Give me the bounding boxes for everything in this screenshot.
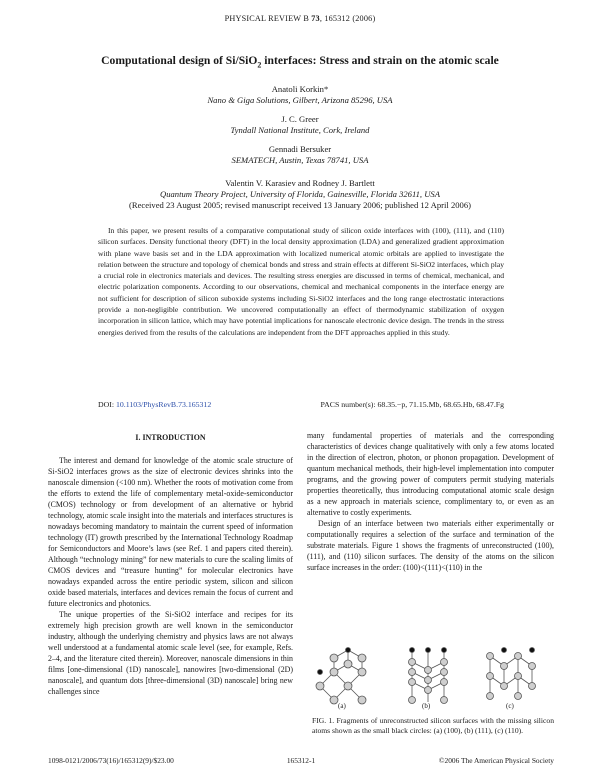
author-name: J. C. Greer — [281, 114, 319, 124]
section-heading: I. INTRODUCTION — [135, 433, 206, 442]
article-number: 165312 (2006) — [324, 14, 376, 23]
paragraph: many fundamental properties of materials and the corresponding characteristics of devices change qualitatively with only a few atoms located in the direction of electron, photon, or phonon propagation. Development of quantum mechanical methods, their high-level implementation into computer programs, and the growing power of computers permit studying materials properties theoretically, thus introducing computational atomic scale design as a new approach in materials science, complimentary to, or even as an alternative to costly experiments. — [307, 431, 554, 518]
received-dates: (Received 23 August 2005; revised manuscript received 13 January 2006; published 12 April 2006) — [128, 200, 471, 210]
author-name: Gennadi Bersuker — [268, 144, 332, 154]
panel-b-structure — [409, 648, 448, 704]
author-block-1 — [40, 84, 560, 106]
author-affiliation: SEMATECH, Austin, Texas 78741, USA — [231, 155, 369, 165]
journal-name: PHYSICAL REVIEW B — [224, 14, 309, 23]
journal-volume: 73 — [311, 14, 320, 23]
panel-c-structure — [487, 648, 536, 700]
author-affiliation: Tyndall National Institute, Cork, Ireland — [230, 125, 370, 135]
author-block-4 — [40, 178, 560, 211]
author-block-3 — [40, 144, 560, 166]
doi-link[interactable]: 10.1103/PhysRevB.73.165312 — [115, 400, 212, 409]
author-name: Valentin V. Karasiev and Rodney J. Bartlett — [225, 178, 375, 188]
page-number: 165312-1 — [286, 756, 316, 765]
author-name: Anatoli Korkin* — [271, 84, 329, 94]
author-block-2 — [40, 114, 560, 136]
panel-a-structure — [316, 648, 366, 705]
author-affiliation: Quantum Theory Project, University of Florida, Gainesville, Florida 32611, USA — [160, 189, 440, 199]
figure-caption: FIG. 1. Fragments of unreconstructed silicon surfaces with the missing silicon atoms shown as the small black circles: (a) (100), (b) (111), (c) (110). — [312, 716, 554, 736]
copyright: ©2006 The American Physical Society — [438, 756, 554, 765]
figure-1-silicon-surfaces — [312, 642, 552, 710]
footer-code: 1098-0121/2006/73(16)/165312(9)/$23.00 — [48, 756, 174, 765]
abstract: In this paper, we present results of a comparative computational study of silicon oxide interfaces with (100), (111), and (110) silicon surfaces. Density functional theory (DFT) in the local density approximation (LDA) and generalized gradient approximation with plane wave basis set and in the LDA approximation with localized numerical atomic orbitals are applied to investigate the relation between the structure and topology of chemical bonds and stress and strain effects at different Si-SiO2 interfaces, which play a crucial role in electronics materials and devices. The resulting stress energies are discussed in terms of chemical, mechanical, and electric polarization components. According to our observations, chemical and mechanical components in the interface energy are not sufficient for description of silicon suboxide systems including Si-SiO2 interfaces and the long range electrostatic interactions provide a non-negligible contribution. We uncovered computationally an effect of thermodynamic stabilization of oxygen incorporation in silicon lattice, which may have potential implications for nanoscale electronic device design. The trends in the stress energies derived from the results of the calculations are independent from the DFT approaches applied in this study. — [98, 226, 504, 337]
paper-title: Computational design of Si/SiO$_2$ interfaces: Stress and strain on the atomic scale — [101, 54, 499, 70]
panel-label: (b) — [422, 702, 431, 710]
left-column — [48, 430, 293, 697]
panel-label: (a) — [338, 702, 346, 710]
running-header: PHYSICAL REVIEW B 73, 165312 (2006) — [224, 14, 376, 23]
right-column — [307, 430, 554, 573]
paragraph: The interest and demand for knowledge of the atomic scale structure of Si-SiO2 interfaces grows as the size of electronic devices shrinks into the nanoscale dimension (<100 nm). Whether the roots of motivation come from the efforts to extend the life of complementary metal-oxide-semiconductor (CMOS) technology or from development of an alternative or hybrid technology, atomic scale insight into the materials and interfaces structures is nowadays becoming mandatory to maintain the current speed of information technology (IT) growth prescribed by the International Technology Roadmap for Semiconductors and Moore’s laws (see Ref. 1 and papers cited therein). Although “technology mining” for new materials to cure the scaling limits of CMOS devices and “treasure hunting” for molecular electronics have nowadays expanded across the entire periodic system, silicon and silicon oxide based materials, interfaces and devices remain the focus of current and future electronics and photonics. — [48, 456, 293, 609]
doi-label: DOI: — [98, 400, 115, 409]
paragraph: Design of an interface between two materials either experimentally or computationally requires a selection of the surface and termination of the substrate materials. Figure 1 shows the fragments of unreconstructed (100), (111), and (110) silicon surfaces. The density of the atoms on the silicon surface increases in the order: (100)<(111)<(110) in the — [307, 519, 554, 573]
panel-label: (c) — [506, 702, 514, 710]
doi-pacs-line — [98, 400, 504, 409]
pacs-numbers: PACS number(s): 68.35.−p, 71.15.Mb, 68.65.Hb, 68.47.Fg — [320, 400, 504, 409]
author-affiliation: Nano & Giga Solutions, Gilbert, Arizona 85296, USA — [207, 95, 393, 105]
paragraph: The unique properties of the Si-SiO2 interface and recipes for its extremely high precision growth are well known in the semiconductor industry, although the underlying chemistry and physics laws are not always well understood at a fundamental atomic scale level (see, for example, Refs. 2–4, and the literature cited therein). Moreover, nanoscale dimensions in thin films [one-dimensional (1D) nanoscale], nanowires [two-dimensional (2D) nanoscale], and quantum dots [three-dimensional (3D) nanoscale] bring new challenges since — [48, 610, 293, 697]
